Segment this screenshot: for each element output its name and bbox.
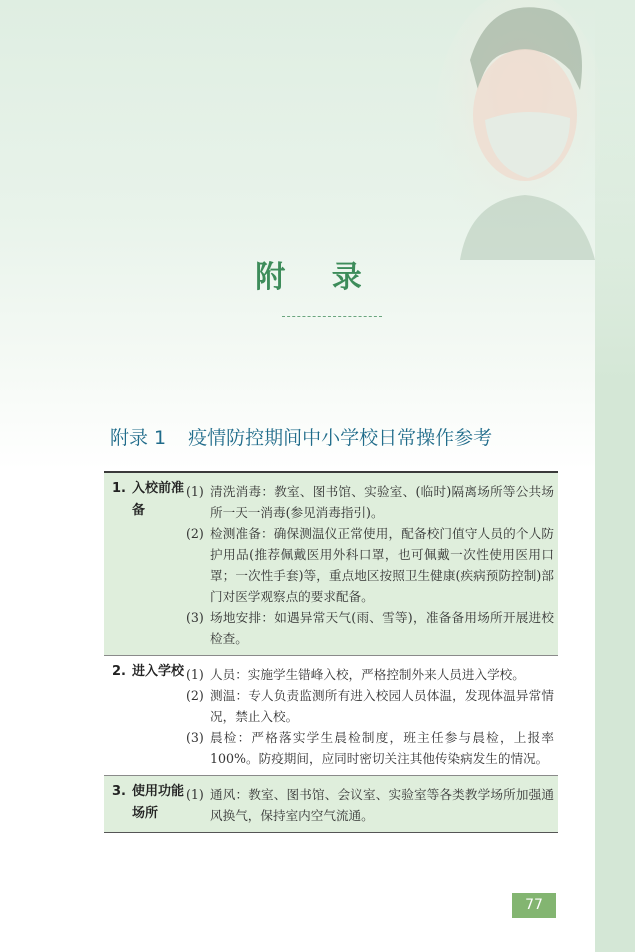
row-items <box>186 664 558 769</box>
item-number: (1) <box>186 667 204 682</box>
procedure-table <box>104 471 558 833</box>
row-title: 使用功能场所 <box>132 784 185 821</box>
masked-student-photo <box>430 0 600 260</box>
item-text: 通风：教室、图书馆、会议室、实验室等各类教学场所加强通风换气，保持室内空气流通。 <box>210 787 554 823</box>
table-row <box>104 655 558 775</box>
item-text: 晨检：严格落实学生晨检制度，班主任参与晨检，上报率 100%。防疫期间，应同时密切关注其他传染病发生的情况。 <box>210 730 554 766</box>
side-strip <box>595 0 635 952</box>
list-item <box>186 784 558 826</box>
item-text: 场地安排：如遇异常天气(雨、雪等)，准备备用场所开展进校检查。 <box>210 610 554 646</box>
section-heading <box>110 423 560 450</box>
section-title: 疫情防控期间中小学校日常操作参考 <box>188 427 493 449</box>
row-number: 2. <box>112 664 126 679</box>
item-text: 测温：专人负责监测所有进入校园人员体温，发现体温异常情况，禁止入校。 <box>210 688 554 724</box>
row-number: 3. <box>112 784 126 799</box>
list-item <box>186 523 558 607</box>
list-item <box>186 481 558 523</box>
table-row <box>104 473 558 655</box>
row-title: 进入学校 <box>132 664 185 679</box>
page-number-badge: 77 <box>512 893 556 918</box>
item-text: 清洗消毒：教室、图书馆、实验室、(临时)隔离场所等公共场所一天一消毒(参见消毒指引)。 <box>210 484 554 520</box>
row-number: 1. <box>112 481 126 496</box>
row-items <box>186 481 558 649</box>
title-divider <box>282 316 382 317</box>
item-text: 检测准备：确保测温仪正常使用，配备校门值守人员的个人防护用品(推荐佩戴医用外科口罩，也可佩戴一次性使用医用口罩；一次性手套)等，重点地区按照卫生健康(疾病预防控制)部门对医学观察点的要求配备。 <box>210 526 554 604</box>
item-number: (2) <box>186 688 204 703</box>
row-title: 入校前准备 <box>132 481 185 518</box>
list-item <box>186 607 558 649</box>
item-number: (1) <box>186 787 204 802</box>
item-number: (1) <box>186 484 204 499</box>
page-title: 附 录 <box>255 260 380 295</box>
row-header <box>104 664 186 769</box>
row-items <box>186 784 558 826</box>
table-row <box>104 775 558 833</box>
row-header <box>104 784 186 826</box>
section-number: 附录 1 <box>110 427 167 449</box>
list-item <box>186 664 558 685</box>
list-item <box>186 685 558 727</box>
list-item <box>186 727 558 769</box>
row-header <box>104 481 186 649</box>
item-number: (3) <box>186 730 204 745</box>
item-number: (2) <box>186 526 204 541</box>
item-text: 人员：实施学生错峰入校，严格控制外来人员进入学校。 <box>210 667 525 682</box>
item-number: (3) <box>186 610 204 625</box>
